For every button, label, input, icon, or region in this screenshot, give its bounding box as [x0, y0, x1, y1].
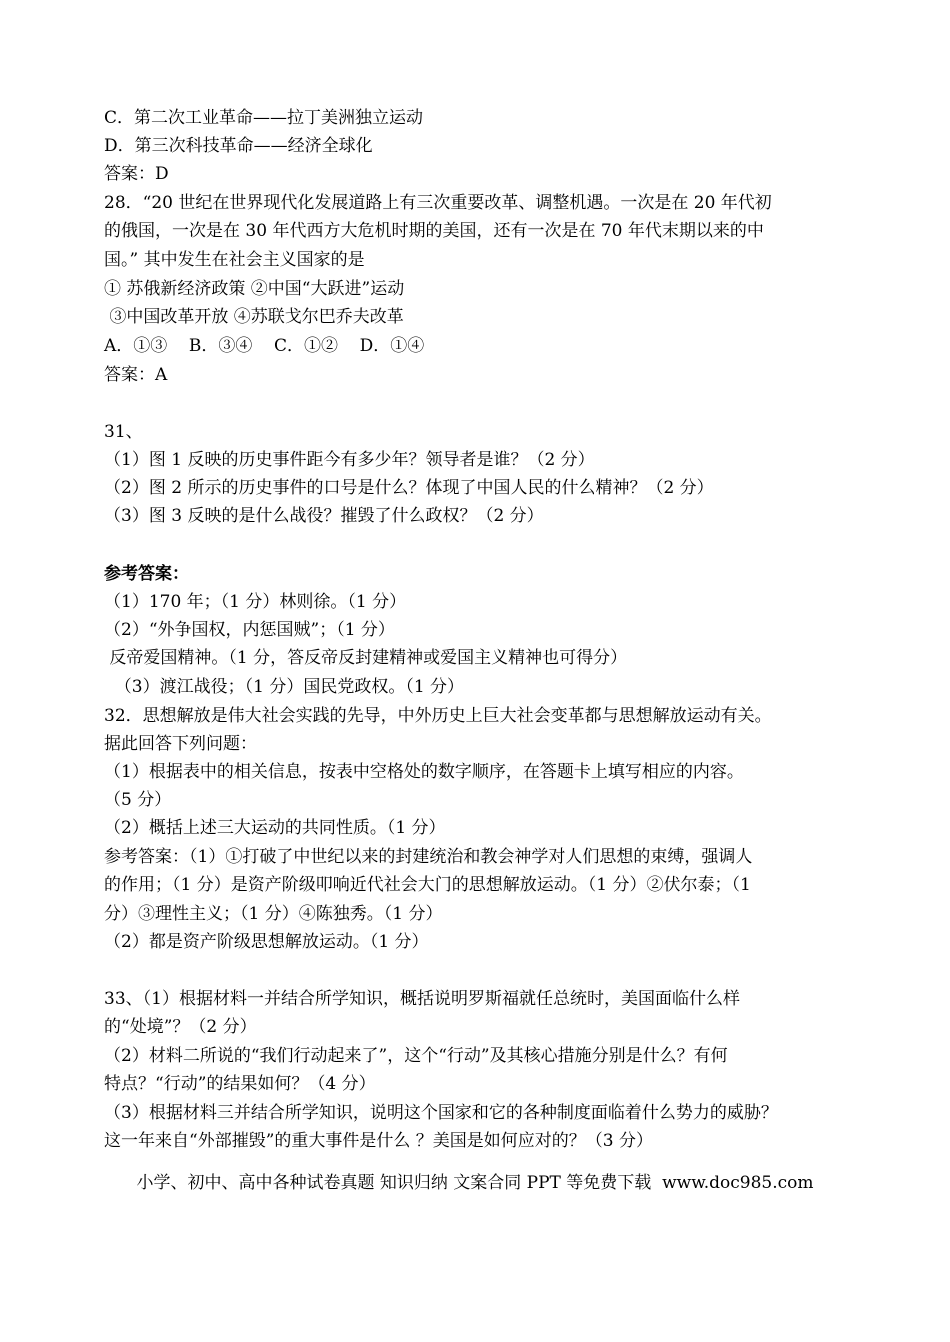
q31-reference-answer-title: 参考答案： — [104, 564, 189, 584]
q32-answer-line-4: （2）都是资产阶级思想解放运动。（1 分） — [104, 932, 429, 952]
q28-stem-line-1: 28．“20 世纪在世界现代化发展道路上有三次重要改革、调整机遇。一次是在 20 年代初 — [104, 193, 772, 213]
q28-stem-line-3: 国。” 其中发生在社会主义国家的是 — [104, 250, 365, 270]
q31-number: 31、 — [104, 422, 143, 442]
q28-answer: 答案：A — [104, 365, 168, 385]
q31-answer-line-1: （1）170 年；（1 分）林则徐。（1 分） — [104, 592, 407, 612]
q33-line-4: 特点？“行动”的结果如何？（4 分） — [104, 1074, 376, 1094]
q31-answer-line-4: （3）渡江战役；（1 分）国民党政权。（1 分） — [104, 677, 465, 697]
q28-items-line-1: ① 苏俄新经济政策 ②中国“大跃进”运动 — [104, 279, 405, 299]
q32-answer-line-1: 参考答案：（1）①打破了中世纪以来的封建统治和教会神学对人们思想的束缚，强调人 — [104, 847, 753, 867]
q31-sub-question-1: （1）图 1 反映的历史事件距今有多少年？领导者是谁？（2 分） — [104, 450, 595, 470]
q33-line-1: 33、（1）根据材料一并结合所学知识，概括说明罗斯福就任总统时，美国面临什么样 — [104, 989, 740, 1009]
q32-stem-line-1: 32．思想解放是伟大社会实践的先导，中外历史上巨大社会变革都与思想解放运动有关。 — [104, 706, 772, 726]
q27-option-c: C．第二次工业革命——拉丁美洲独立运动 — [104, 108, 424, 128]
q33-line-6: 这一年来自“外部摧毁”的重大事件是什么 ？美国是如何应对的？（3 分） — [104, 1131, 654, 1151]
q32-sub-question-2: （2）概括上述三大运动的共同性质。（1 分） — [104, 818, 446, 838]
q31-answer-line-2: （2）“外争国权，内惩国贼”；（1 分） — [104, 620, 395, 640]
q27-answer: 答案：D — [104, 164, 169, 184]
q28-options: A．①③ B．③④ C．①② D．①④ — [104, 336, 425, 356]
page-footer: 小学、初中、高中各种试卷真题 知识归纳 文案合同 PPT 等免费下载 www.doc985.com — [136, 1173, 814, 1193]
q27-option-d: D．第三次科技革命——经济全球化 — [104, 136, 373, 156]
q31-answer-line-3: 反帝爱国精神。（1 分，答反帝反封建精神或爱国主义精神也可得分） — [104, 648, 628, 668]
q28-stem-line-2: 的俄国，一次是在 30 年代西方大危机时期的美国，还有一次是在 70 年代末期以来的中 — [104, 221, 764, 241]
q33-line-2: 的“处境”？（2 分） — [104, 1017, 257, 1037]
q33-line-5: （3）根据材料三并结合所学知识，说明这个国家和它的各种制度面临着什么势力的威胁？ — [104, 1103, 778, 1123]
q33-line-3: （2）材料二所说的“我们行动起来了”，这个“行动”及其核心措施分别是什么？有何 — [104, 1046, 728, 1066]
q28-items-line-2: ③中国改革开放 ④苏联戈尔巴乔夫改革 — [104, 307, 404, 327]
q32-answer-line-3: 分）③理性主义；（1 分）④陈独秀。（1 分） — [104, 904, 443, 924]
q32-stem-line-2: 据此回答下列问题： — [104, 734, 257, 754]
q32-sub-question-1: （1）根据表中的相关信息，按表中空格处的数字顺序，在答题卡上填写相应的内容。 — [104, 762, 744, 782]
q32-answer-line-2: 的作用；（1 分）是资产阶级叩响近代社会大门的思想解放运动。（1 分）②伏尔泰；（1 — [104, 875, 751, 895]
q31-sub-question-2: （2）图 2 所示的历史事件的口号是什么？体现了中国人民的什么精神？（2 分） — [104, 478, 714, 498]
q32-sub-question-1-score: （5 分） — [104, 790, 172, 810]
q31-sub-question-3: （3）图 3 反映的是什么战役？摧毁了什么政权？（2 分） — [104, 506, 544, 526]
